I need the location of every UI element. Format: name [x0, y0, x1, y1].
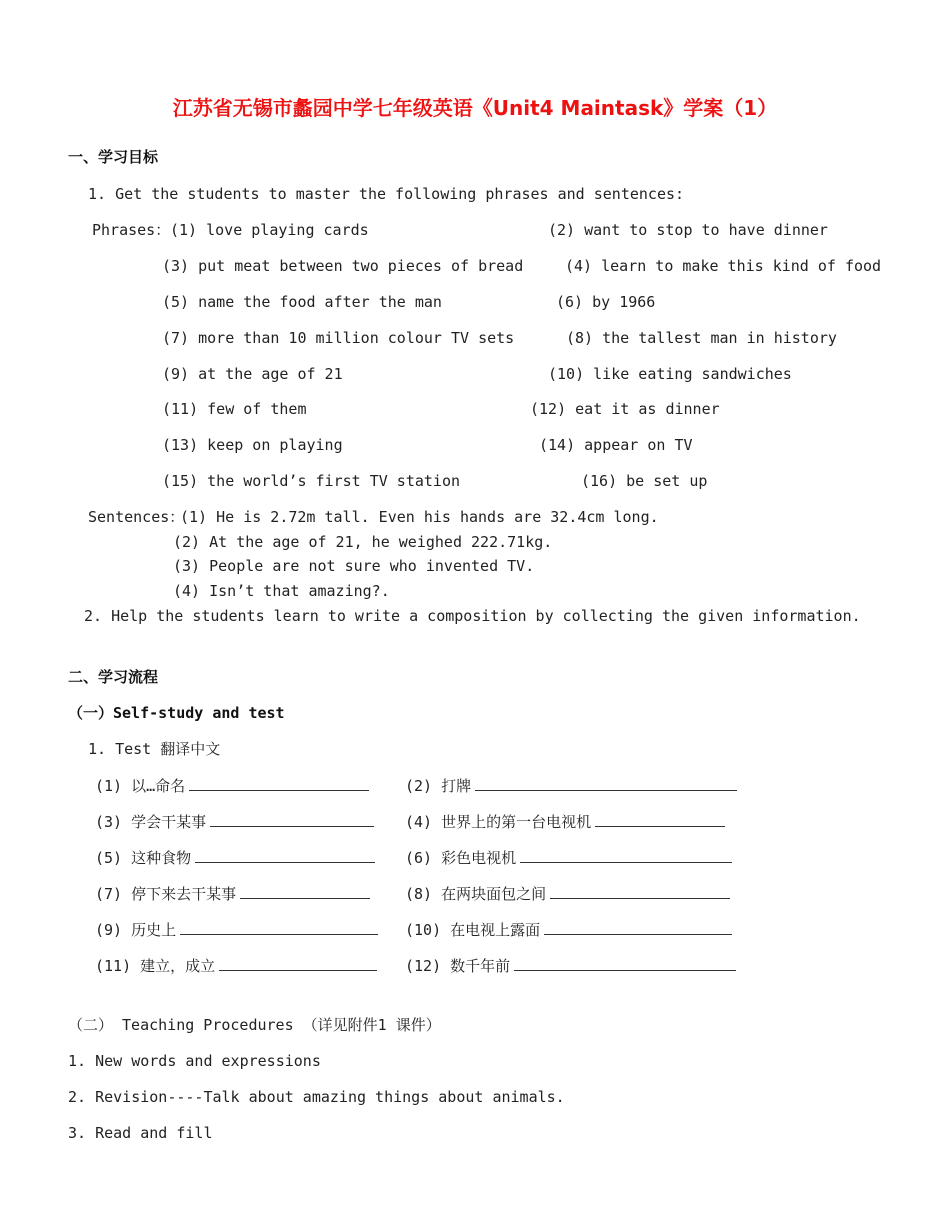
answer-blank[interactable]: [544, 920, 732, 935]
phrase-item: (16) be set up: [581, 472, 708, 490]
procedure-item: 1. New words and expressions: [68, 1052, 321, 1070]
test-item: (9) 历史上: [95, 920, 378, 939]
answer-blank[interactable]: [520, 848, 732, 863]
part-1-heading: （一）Self-study and test: [68, 704, 285, 722]
test-item: (5) 这种食物: [95, 848, 375, 867]
sentence-item: (3) People are not sure who invented TV.: [173, 557, 535, 575]
phrase-item: (7) more than 10 million colour TV sets: [162, 329, 515, 347]
procedure-item: 3. Read and fill: [68, 1124, 213, 1142]
test-item: (11) 建立，成立: [95, 956, 377, 975]
answer-blank[interactable]: [219, 956, 377, 971]
answer-blank[interactable]: [475, 776, 737, 791]
goal-2: 2. Help the students learn to write a composition by collecting the given information.: [84, 607, 861, 625]
phrase-item: (1) love playing cards: [170, 221, 369, 239]
test-label: 1. Test 翻译中文: [88, 740, 221, 758]
phrases-label: Phrases：: [92, 221, 171, 239]
test-item: (6) 彩色电视机: [405, 848, 732, 867]
answer-blank[interactable]: [180, 920, 378, 935]
phrase-item: (5) name the food after the man: [162, 293, 442, 311]
test-item: (3) 学会干某事: [95, 812, 374, 831]
sentence-item: (2) At the age of 21, he weighed 222.71kg.: [173, 533, 553, 551]
phrase-item: (15) the world’s first TV station: [162, 472, 461, 490]
phrase-item: (6) by 1966: [556, 293, 656, 311]
phrase-item: (9) at the age of 21: [162, 365, 343, 383]
phrase-item: (10) like eating sandwiches: [548, 365, 792, 383]
phrase-item: (3) put meat between two pieces of bread: [162, 257, 524, 275]
phrase-item: (2) want to stop to have dinner: [548, 221, 828, 239]
sentence-item: (1) He is 2.72m tall. Even his hands are 32.4cm long.: [180, 508, 659, 526]
answer-blank[interactable]: [195, 848, 375, 863]
test-item: (7) 停下来去干某事: [95, 884, 370, 903]
test-item: (1) 以…命名: [95, 776, 369, 795]
answer-blank[interactable]: [514, 956, 736, 971]
test-item: (4) 世界上的第一台电视机: [405, 812, 725, 831]
section-heading-process: 二、学习流程: [68, 668, 159, 686]
procedure-item: 2. Revision----Talk about amazing things about animals.: [68, 1088, 565, 1106]
test-item: (2) 打牌: [405, 776, 737, 795]
sentence-item: (4) Isn’t that amazing?.: [173, 582, 390, 600]
section-heading-objectives: 一、学习目标: [68, 148, 159, 166]
phrase-item: (4) learn to make this kind of food: [565, 257, 882, 275]
sentences-label: Sentences：: [88, 508, 185, 526]
answer-blank[interactable]: [550, 884, 730, 899]
answer-blank[interactable]: [189, 776, 369, 791]
answer-blank[interactable]: [595, 812, 725, 827]
goal-1: 1. Get the students to master the following phrases and sentences:: [88, 185, 685, 203]
phrase-item: (14) appear on TV: [539, 436, 693, 454]
phrase-item: (11) few of them: [162, 400, 307, 418]
phrase-item: (12) eat it as dinner: [530, 400, 720, 418]
phrase-item: (13) keep on playing: [162, 436, 343, 454]
test-item: (8) 在两块面包之间: [405, 884, 730, 903]
test-item: (10) 在电视上露面: [405, 920, 732, 939]
test-item: (12) 数千年前: [405, 956, 736, 975]
part-2-heading: （二） Teaching Procedures （详见附件1 课件）: [68, 1016, 441, 1034]
document-title: 江苏省无锡市蠡园中学七年级英语《Unit4 Maintask》学案（1）: [172, 96, 778, 120]
answer-blank[interactable]: [240, 884, 370, 899]
answer-blank[interactable]: [210, 812, 374, 827]
phrase-item: (8) the tallest man in history: [566, 329, 837, 347]
